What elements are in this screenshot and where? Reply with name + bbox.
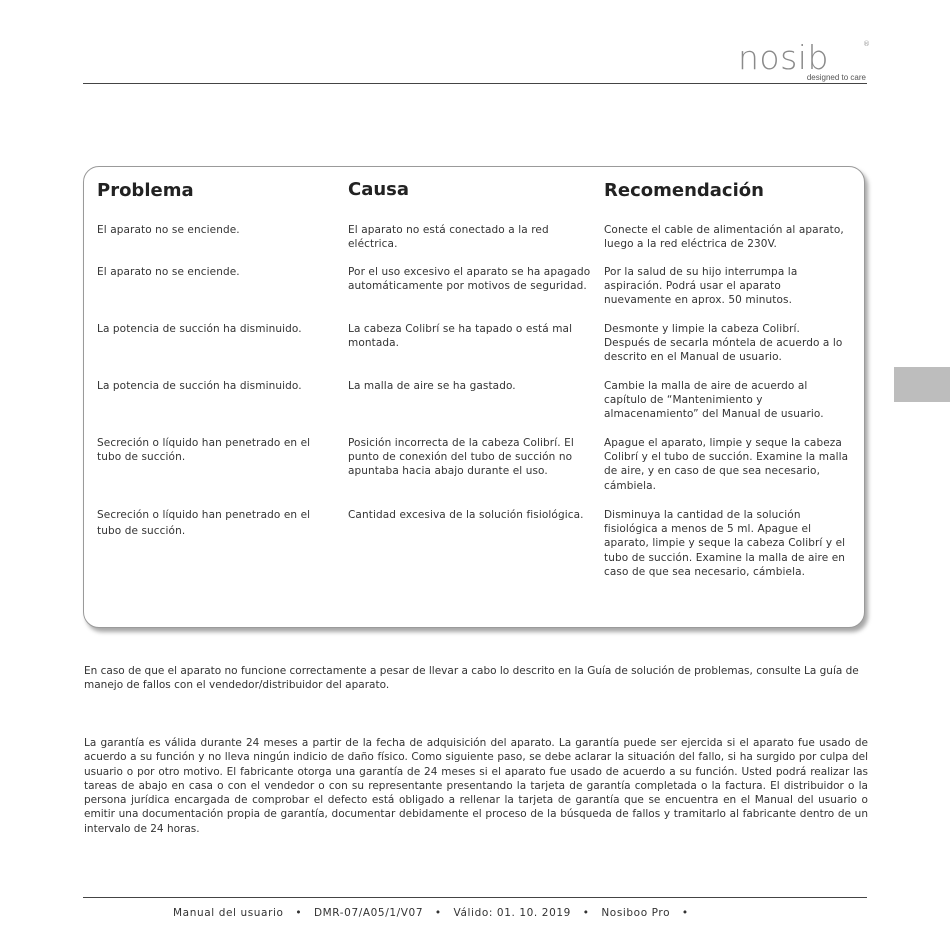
row-3-problem: La potencia de succión ha disminuido.	[97, 323, 302, 335]
row-6-cause: Cantidad excesiva de la solución fisiológica.	[348, 509, 584, 521]
row-4-recommendation: Cambie la malla de aire de acuerdo al capítulo de “Mantenimiento y almacenamiento” del Manual de usuario.	[604, 380, 824, 421]
row-1-cause: El aparato no está conectado a la red eléctrica.	[348, 224, 549, 251]
fault-guide-paragraph: En caso de que el aparato no funcione correctamente a pesar de llevar a cabo lo descrito en la Guía de solución de problemas, consulte La guía de manejo de fallos con el vendedor/distribuidor del aparato.	[84, 665, 859, 692]
warranty-paragraph: La garantía es válida durante 24 meses a partir de la fecha de adquisición del aparato. La garantía puede ser ejercida si el aparato fue usado de acuerdo a su función y no lleva ningún indicio de daño físico. Como siguiente paso, se debe aclarar la situación del fallo, si ha surgido por culpa del usuario o por otro motivo. El fabricante otorga una garantía de 24 meses si el aparato fue usado de acuerdo a su función. Usted podrá realizar las tareas de abajo en casa o con el vendedor o con su representante presentando la tarjeta de garantía completada o la factura. El distribuidor o la persona jurídica encargada de comprobar el defecto está obligado a rellenar la tarjeta de garantía que se encuentra en el Manual del usuario o emitir una documentación propia de garantía, documentar debidamente el proceso de la búsqueda de fallos y tramitarlo al fabricante dentro de un intervalo de 24 horas.	[84, 737, 868, 835]
row-5-cause: Posición incorrecta de la cabeza Colibrí. El punto de conexión del tubo de succión no apuntaba hacia abajo durante el uso.	[348, 437, 574, 478]
row-6-recommendation: Disminuya la cantidad de la solución fisiológica a menos de 5 ml. Apague el aparato, limpie y seque la cabeza Colibrí y el tubo de succión. Examine la malla de aire en caso de que sea necesario, cámbiela.	[604, 509, 846, 578]
row-5-problem: Secreción o líquido han penetrado en el tubo de succión.	[97, 437, 311, 464]
row-3-recommendation: Desmonte y limpie la cabeza Colibrí. Después de secarla móntela de acuerdo a lo descrito en el Manual de usuario.	[604, 323, 843, 364]
row-1-problem: El aparato no se enciende.	[97, 224, 240, 236]
footer-divider	[83, 897, 867, 898]
header-problema: Problema	[97, 180, 194, 201]
header-divider	[83, 83, 867, 84]
row-4-cause: La malla de aire se ha gastado.	[348, 380, 516, 392]
footer-text: Manual del usuario • DMR-07/A05/1/V07 • Válido: 01. 10. 2019 • Nosiboo Pro •	[173, 907, 689, 919]
header-recomendacion: Recomendación	[604, 180, 764, 201]
nosiboo-logo	[738, 38, 868, 86]
row-3-cause: La cabeza Colibrí se ha tapado o está mal montada.	[348, 323, 573, 350]
row-6-problem: Secreción o líquido han penetrado en el tubo de succión.	[97, 509, 311, 537]
row-2-recommendation: Por la salud de su hijo interrumpa la aspiración. Podrá usar el aparato nuevamente en aprox. 50 minutos.	[604, 266, 798, 307]
section-tab-marker	[894, 367, 950, 402]
row-2-problem: El aparato no se enciende.	[97, 266, 240, 278]
logo-wordmark: nosib	[738, 38, 829, 77]
logo-tagline: designed to care	[806, 73, 866, 82]
row-4-problem: La potencia de succión ha disminuido.	[97, 380, 302, 392]
header-causa: Causa	[348, 179, 410, 200]
row-1-recommendation: Conecte el cable de alimentación al aparato, luego a la red eléctrica de 230V.	[604, 224, 844, 251]
registered-mark: ®	[863, 40, 870, 48]
row-5-recommendation: Apague el aparato, limpie y seque la cabeza Colibrí y el tubo de succión. Examine la malla de aire, y en caso de que sea necesario, cámbiela.	[604, 437, 849, 492]
row-2-cause: Por el uso excesivo el aparato se ha apagado automáticamente por motivos de seguridad.	[348, 266, 591, 293]
